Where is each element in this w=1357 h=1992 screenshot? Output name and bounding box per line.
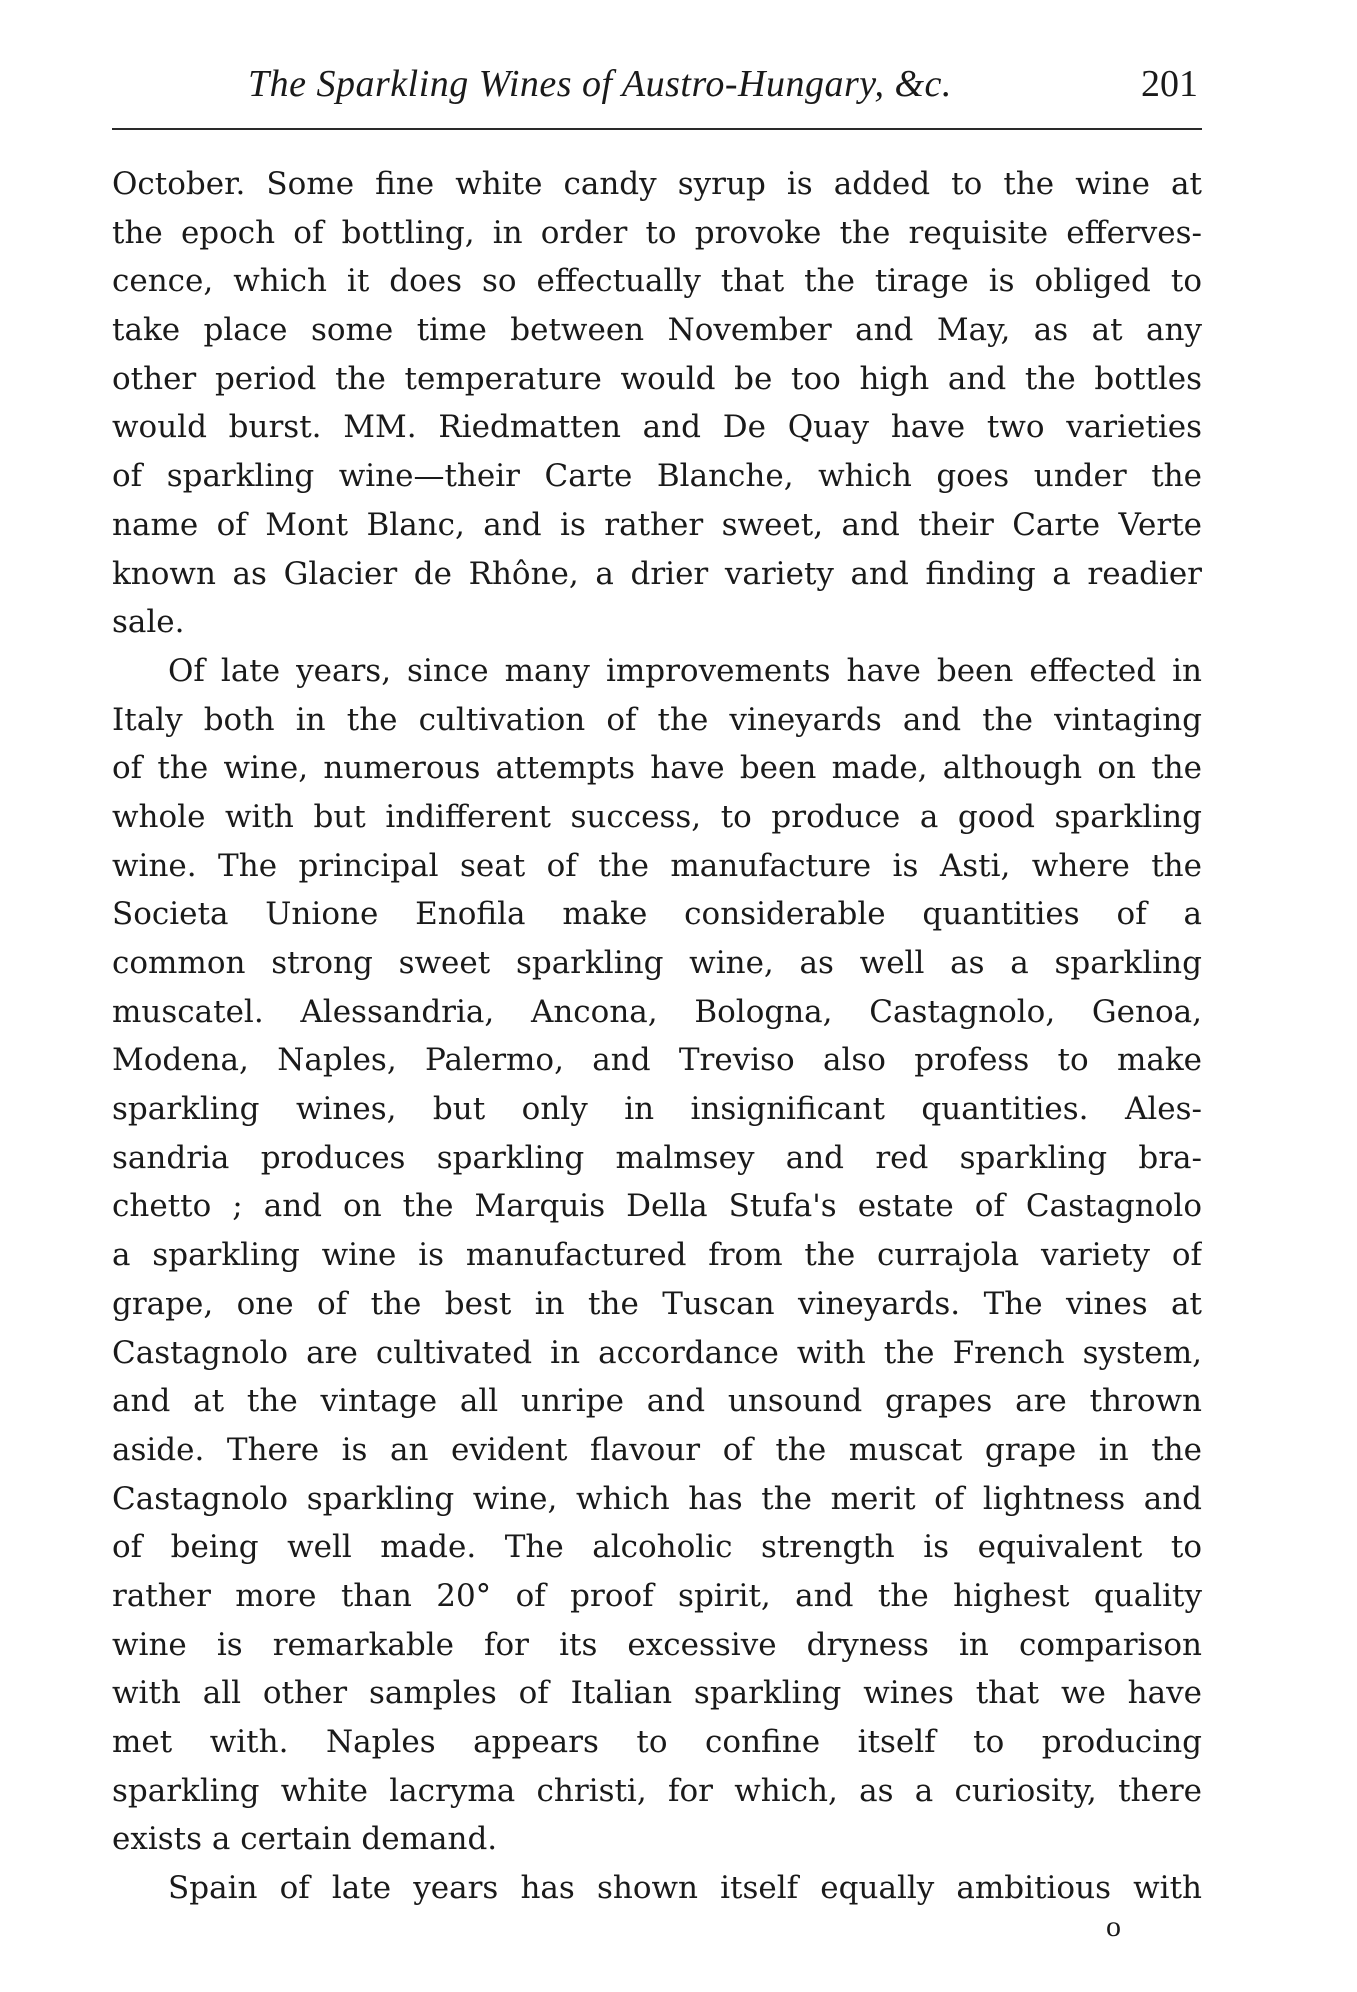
text-line: Castagnolo sparkling wine, which has the merit of lightness and — [112, 1480, 1202, 1517]
text-line: common strong sweet sparkling wine, as well as a sparkling — [112, 945, 1202, 981]
text-line: a sparkling wine is manufactured from the currajola variety of — [112, 1237, 1202, 1274]
text-line: with all other samples of Italian sparkling wines that we have — [112, 1675, 1202, 1712]
text-line: chetto ; and on the Marquis Della Stufa's estate of Castagnolo — [112, 1188, 1202, 1225]
text-line: aside. There is an evident flavour of the muscat grape in the — [112, 1431, 1202, 1468]
text-line: muscatel. Alessandria, Ancona, Bologna, Castagnolo, Genoa, — [112, 993, 1202, 1030]
text-line: rather more than 20° of proof spirit, and the highest quality — [112, 1577, 1202, 1614]
text-line: take place some time between November and May, as at any — [112, 312, 1202, 349]
text-line: Spain of late years has shown itself equally ambitious with — [168, 1870, 1202, 1907]
text-line: of being well made. The alcoholic strength is equivalent to — [112, 1529, 1202, 1566]
text-line: and at the vintage all unripe and unsound grapes are thrown — [112, 1383, 1202, 1420]
text-line: of the wine, numerous attempts have been made, although on the — [112, 750, 1202, 787]
text-line: Societa Unione Enofila make considerable quantities of a — [112, 896, 1202, 933]
text-line: would burst. MM. Riedmatten and De Quay have two varieties — [112, 409, 1202, 446]
text-line: other period the temperature would be too high and the bottles — [112, 360, 1202, 397]
text-line: sale. — [112, 604, 185, 641]
text-line: sandria produces sparkling malmsey and red sparkling bra- — [112, 1139, 1202, 1176]
text-line: of sparkling wine—their Carte Blanche, which goes under the — [112, 458, 1202, 495]
text-line: wine. The principal seat of the manufacture is Asti, where the — [112, 847, 1202, 884]
text-line: Of late years, since many improvements have been effected in — [168, 652, 1202, 689]
text-line: met with. Naples appears to confine itself to producing — [112, 1724, 1202, 1760]
running-title: The Sparkling Wines of Austro-Hungary, &c. — [248, 63, 952, 105]
text-line: cence, which it does so effectually that the tirage is obliged to — [112, 263, 1202, 300]
text-line: name of Mont Blanc, and is rather sweet, and their Carte Verte — [112, 506, 1202, 543]
text-line: Modena, Naples, Palermo, and Treviso also profess to make — [112, 1042, 1202, 1079]
text-line: grape, one of the best in the Tuscan vineyards. The vines at — [112, 1285, 1202, 1322]
page-number: 201 — [1141, 63, 1198, 105]
text-line: sparkling white lacryma christi, for which, as a curiosity, there — [112, 1772, 1202, 1809]
text-line: Italy both in the cultivation of the vineyards and the vintaging — [112, 701, 1202, 738]
text-line: known as Glacier de Rhône, a drier variety and finding a readier — [112, 555, 1202, 592]
page-header — [112, 62, 1202, 112]
text-line: the epoch of bottling, in order to provoke the requisite efferves- — [112, 214, 1202, 251]
body-text — [112, 160, 1202, 1913]
text-line: October. Some fine white candy syrup is added to the wine at — [112, 166, 1202, 202]
text-line: whole with but indifferent success, to produce a good sparkling — [112, 798, 1202, 835]
text-line: sparkling wines, but only in insignificant quantities. Ales- — [112, 1091, 1202, 1128]
header-rule — [112, 128, 1202, 130]
text-line: exists a certain demand. — [112, 1821, 498, 1858]
text-line: wine is remarkable for its excessive dryness in comparison — [112, 1626, 1202, 1663]
text-line: Castagnolo are cultivated in accordance with the French system, — [112, 1334, 1202, 1371]
signature-mark: o — [1106, 1910, 1121, 1943]
